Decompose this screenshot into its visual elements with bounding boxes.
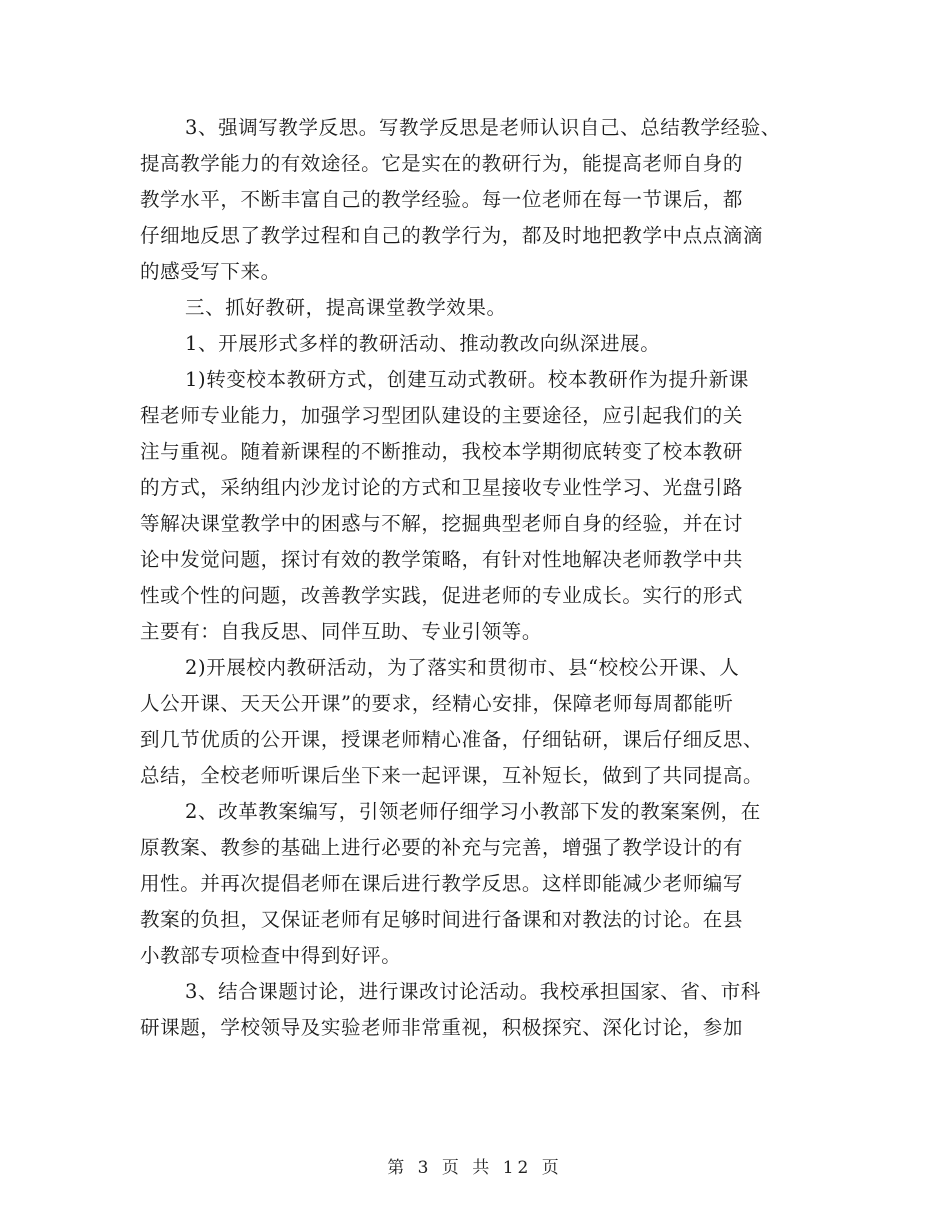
text-line: 注与重视。随着新课程的不断推动，我校本学期彻底转变了校本教研 [140, 440, 744, 463]
text-line: 的方式，采纳组内沙龙讨论的方式和卫星接收专业性学习、光盘引路 [140, 476, 744, 499]
text-line: 小教部专项检查中得到好评。 [140, 944, 402, 967]
text-line: 原教案、教参的基础上进行必要的补充与完善，增强了教学设计的有 [140, 836, 744, 859]
text-line: 研课题，学校领导及实验老师非常重视，积极探究、深化讨论，参加 [140, 1016, 744, 1039]
text-line: 性或个性的问题，改善教学实践，促进老师的专业成长。实行的形式 [140, 584, 744, 607]
text-line: 3、结合课题讨论，进行课改讨论活动。我校承担国家、省、市科 [185, 980, 761, 1003]
text-line: 人公开课、天天公开课”的要求，经精心安排，保障老师每周都能听 [140, 692, 734, 715]
text-line: 教案的负担，又保证老师有足够时间进行备课和对教法的讨论。在县 [140, 908, 744, 931]
text-line: 三、抓好教研，提高课堂教学效果。 [185, 296, 507, 319]
text-line: 教学水平，不断丰富自己的教学经验。每一位老师在每一节课后，都 [140, 188, 744, 211]
text-line: 仔细地反思了教学过程和自己的教学行为，都及时地把教学中点点滴滴 [140, 224, 764, 247]
text-line: 1)转变校本教研方式，创建互动式教研。校本教研作为提升新课 [185, 368, 749, 391]
document-body [140, 110, 830, 1046]
text-line: 程老师专业能力，加强学习型团队建设的主要途径，应引起我们的关 [140, 404, 744, 427]
text-line: 总结，全校老师听课后坐下来一起评课，互补短长，做到了共同提高。 [140, 764, 764, 787]
text-line: 2、改革教案编写，引领老师仔细学习小教部下发的教案案例，在 [185, 800, 761, 823]
page-footer: 第 3 页 共 12 页 [387, 1158, 563, 1178]
text-line: 2)开展校内教研活动，为了落实和贯彻市、县“校校公开课、人 [185, 656, 740, 679]
text-line: 论中发觉问题，探讨有效的教学策略，有针对性地解决老师教学中共 [140, 548, 744, 571]
text-line: 等解决课堂教学中的困惑与不解，挖掘典型老师自身的经验，并在讨 [140, 512, 744, 535]
text-line: 1、开展形式多样的教研活动、推动教改向纵深进展。 [185, 332, 661, 355]
text-line: 主要有：自我反思、同伴互助、专业引领等。 [140, 620, 543, 643]
text-line: 的感受写下来。 [140, 260, 281, 283]
text-line: 提高教学能力的有效途径。它是实在的教研行为，能提高老师自身的 [140, 152, 744, 175]
text-line: 到几节优质的公开课，授课老师精心准备，仔细钻研，课后仔细反思、 [140, 728, 764, 751]
text-line: 3、强调写教学反思。写教学反思是老师认识自己、总结教学经验、 [185, 116, 781, 139]
text-line: 用性。并再次提倡老师在课后进行教学反思。这样即能减少老师编写 [140, 872, 744, 895]
